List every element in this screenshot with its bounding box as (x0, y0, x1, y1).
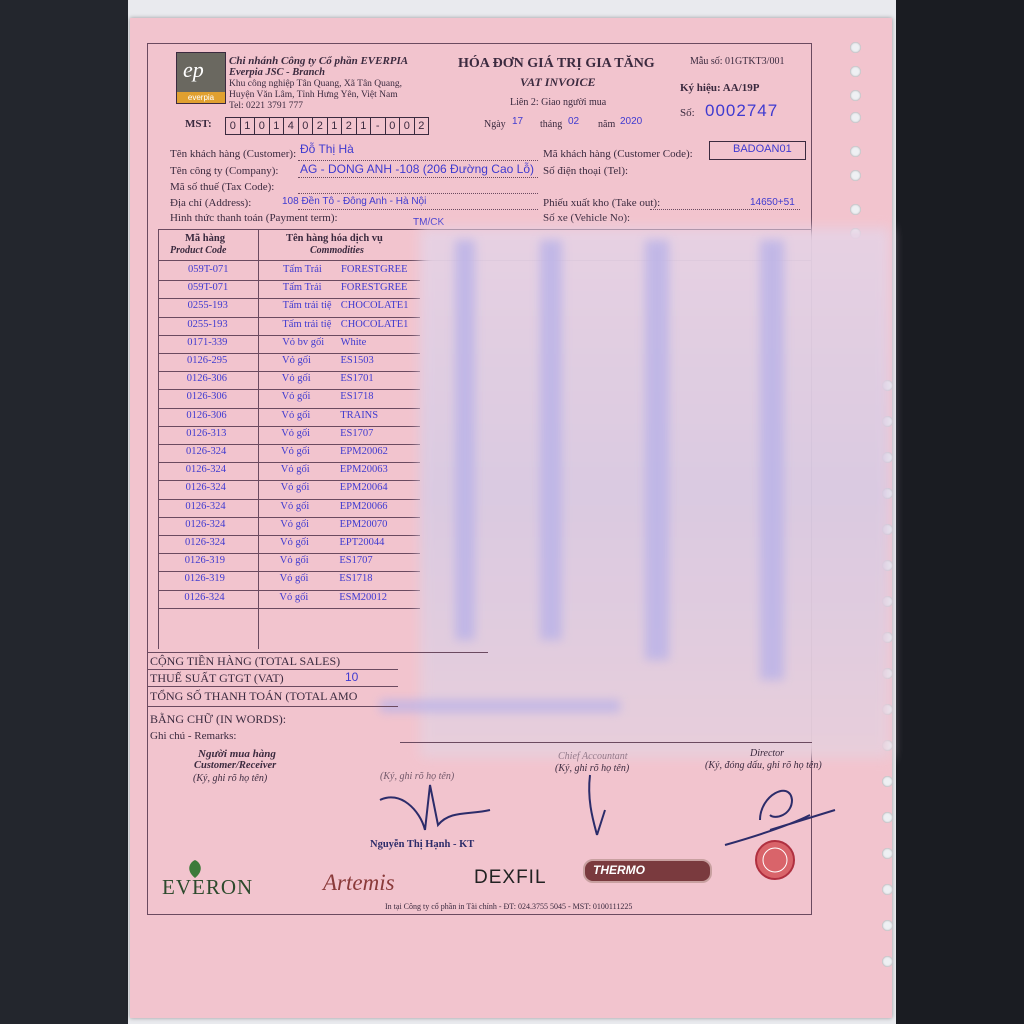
table-row-line (158, 444, 420, 445)
row-product-name: Vỏ gối (282, 355, 311, 366)
buyer-signature (370, 770, 500, 840)
row-product-name: Vỏ gối (279, 573, 309, 585)
everpia-logo (176, 52, 226, 104)
blurred-column (760, 240, 784, 680)
table-row-line (158, 553, 420, 554)
vat-label: THUẾ SUẤT GTGT (VAT) (150, 671, 284, 685)
row-product-code: 0126-324 (185, 464, 227, 476)
row-product-name: Vỏ gối (281, 409, 311, 421)
customer-company: AG - DONG ANH -108 (206 Đường Cao Lỗ) (300, 162, 534, 176)
row-product-code: 0126-324 (185, 537, 226, 548)
invoice-month: 02 (568, 116, 580, 127)
mst-digit: 1 (328, 118, 343, 134)
year-label: năm (598, 119, 616, 130)
table-row-line (158, 480, 420, 481)
customer-code: BADOAN01 (733, 143, 792, 155)
table-row-line (158, 517, 420, 518)
perforation-hole (882, 812, 893, 823)
row-product-code: 0126-306 (186, 391, 227, 403)
printer-footer: In tại Công ty cổ phần in Tài chính - ĐT: 024.3755 5045 - MST: 0100111225 (385, 902, 633, 911)
vat-rate: 10 (345, 670, 359, 684)
payment-term: TM/CK (413, 217, 445, 228)
row-product-variant: EPM20070 (339, 518, 388, 530)
row-product-name: Vỏ gối (279, 555, 309, 567)
row-product-name: Vỏ gối (281, 391, 311, 403)
in-words-label: BẰNG CHỮ (IN WORDS): (150, 712, 287, 726)
row-product-code: 0171-339 (187, 336, 228, 348)
perforation-hole (882, 884, 893, 895)
row-product-code: 0255-193 (187, 318, 228, 330)
perforation-hole (850, 42, 861, 53)
table-row-line (158, 499, 420, 500)
invoice-title-en: VAT INVOICE (520, 75, 596, 89)
company-stamp (753, 838, 797, 882)
table-row-line (158, 535, 420, 536)
perforation-hole (882, 848, 893, 859)
signer-name: Nguyễn Thị Hạnh - KT (370, 839, 475, 850)
accountant-signature (575, 770, 625, 840)
row-product-variant: EPM20064 (339, 482, 388, 494)
company-phone: Tel: 0221 3791 777 (229, 101, 304, 111)
row-product-variant: CHOCOLATE1 (340, 318, 409, 330)
table-row-line (158, 335, 420, 336)
row-product-variant: ES1707 (339, 555, 373, 567)
company-name: Chi nhánh Công ty Cổ phần EVERPIA (229, 55, 409, 67)
table-row-line (158, 426, 420, 427)
buyer-note: (Ký, ghi rõ họ tên) (193, 773, 268, 784)
row-product-code: 0126-324 (186, 446, 227, 457)
table-row-line (158, 608, 420, 609)
invoice-day: 17 (512, 116, 524, 127)
table-row-line (158, 408, 420, 409)
mst-digit: 2 (342, 118, 357, 134)
row-product-code: 0126-319 (184, 573, 225, 585)
perforation-hole (850, 204, 861, 215)
takeout-number: 14650+51 (750, 197, 795, 208)
customer-code-label: Mã khách hàng (Customer Code): (543, 148, 693, 160)
row-product-variant: FORESTGREE (340, 282, 408, 294)
background-right (896, 0, 1024, 1024)
invoice-symbol: Ký hiệu: AA/19P (680, 82, 760, 94)
row-product-name: Vỏ gối (280, 518, 310, 530)
month-label: tháng (540, 119, 563, 130)
row-product-variant: EPM20066 (339, 500, 388, 512)
row-product-variant: FORESTGREE (341, 264, 408, 275)
row-product-name: Tấm Trải (283, 264, 322, 275)
table-row-line (158, 317, 420, 318)
mst-digit: 1 (241, 118, 256, 134)
mst-digit: 0 (226, 118, 241, 134)
col-code-vn: Mã hàng (185, 233, 225, 244)
row-product-variant: ESM20012 (339, 591, 388, 603)
col-code-en: Product Code (170, 245, 227, 256)
invoice-title-vn: HÓA ĐƠN GIÁ TRỊ GIA TĂNG (458, 56, 655, 71)
form-number: Mẫu số: 01GTKT3/001 (690, 56, 785, 67)
company-address-1: Khu công nghiệp Tân Quang, Xã Tân Quang, (229, 79, 402, 89)
dotted-line (298, 177, 538, 178)
row-product-code: 0126-306 (186, 373, 228, 385)
buyer-label: Người mua hàng (198, 748, 276, 760)
address-label: Địa chỉ (Address): (170, 197, 252, 209)
table-row-line (158, 462, 420, 463)
row-product-name: Vỏ gối (281, 373, 311, 385)
row-product-name: Vỏ gối (280, 464, 310, 476)
mst-digit: 0 (400, 118, 415, 134)
table-left-border (158, 229, 159, 649)
dotted-line (298, 209, 538, 210)
row-product-name: Vỏ gối (280, 537, 309, 548)
row-product-variant: EPM20062 (340, 446, 388, 457)
background-left (0, 0, 128, 1024)
row-product-code: 0126-295 (187, 355, 228, 366)
table-row-line (158, 590, 420, 591)
row-product-variant: ES1718 (339, 573, 373, 585)
perforation-hole (882, 956, 893, 967)
invoice-year: 2020 (620, 116, 643, 127)
row-product-code: 0126-324 (185, 518, 226, 530)
perforation-hole (882, 920, 893, 931)
phone-label: Số điện thoại (Tel): (543, 165, 629, 177)
row-product-code: 0126-313 (186, 427, 227, 439)
row-product-code: 0126-324 (185, 500, 226, 512)
mst-digit: 0 (299, 118, 314, 134)
row-product-variant: ES1503 (340, 355, 374, 366)
table-row-line (158, 298, 420, 299)
table-row-line (158, 280, 420, 281)
totals-line (148, 652, 488, 653)
row-product-variant: ES1707 (340, 427, 374, 439)
perforation-hole (850, 66, 861, 77)
accountant-note: (Ký, ghi rõ họ tên) (555, 763, 630, 774)
row-product-variant: EPM20063 (339, 464, 388, 476)
row-product-variant: White (340, 336, 367, 348)
invoice-number: 0002747 (705, 101, 779, 120)
row-product-name: Vỏ gối (281, 446, 310, 457)
tax-code-label: Mã số thuế (Tax Code): (170, 181, 275, 193)
number-label: Số: (680, 107, 695, 119)
row-product-name: Tấm trải tiệ (282, 300, 332, 312)
dexfil-logo: DEXFIL (474, 867, 547, 888)
takeout-label: Phiếu xuất kho (Take out): (543, 197, 661, 209)
accountant-label: Chief Accountant (558, 751, 628, 762)
table-row-line (158, 371, 420, 372)
mst-digit: 1 (270, 118, 285, 134)
totals-line (148, 686, 398, 687)
mst-digit: 2 (313, 118, 328, 134)
row-product-code: 059T-071 (188, 264, 229, 275)
perforation-hole (850, 112, 861, 123)
row-product-code: 059T-071 (187, 282, 229, 294)
row-product-name: Vỏ gối (281, 427, 311, 439)
dotted-line (298, 160, 538, 161)
dotted-line (298, 193, 538, 194)
row-product-name: Vỏ gối (280, 500, 310, 512)
row-product-code: 0126-319 (184, 555, 226, 567)
row-product-name: Vỏ gối (280, 482, 310, 494)
mst-digit: 1 (357, 118, 372, 134)
row-product-name: Vỏ bv gối (282, 336, 325, 348)
thermo-logo (583, 859, 712, 883)
row-product-variant: EPT20044 (339, 537, 385, 548)
row-product-variant: CHOCOLATE1 (340, 300, 409, 312)
day-label: Ngày (484, 119, 506, 130)
customer-name: Đỗ Thị Hà (300, 142, 354, 156)
director-label: Director (750, 748, 785, 759)
blurred-column (645, 240, 669, 660)
mst-label: MST: (185, 118, 212, 130)
logo-text: ep (183, 57, 204, 82)
remarks-label: Ghi chú - Remarks: (150, 730, 237, 742)
row-product-name: Tấm trải tiệ (282, 318, 332, 330)
mst-digit: 0 (255, 118, 270, 134)
row-product-variant: TRAINS (340, 409, 379, 421)
row-product-code: 0255-193 (187, 300, 228, 312)
table-row-line (158, 571, 420, 572)
company-label: Tên công ty (Company): (170, 165, 279, 177)
perforation-hole (850, 146, 861, 157)
col-name-en: Commodities (310, 245, 364, 256)
perforation-hole (850, 90, 861, 101)
vehicle-label: Số xe (Vehicle No): (543, 212, 631, 224)
company-branch: Everpia JSC - Branch (229, 67, 325, 78)
perforation-hole (850, 170, 861, 181)
totals-line (148, 706, 398, 707)
customer-name-label: Tên khách hàng (Customer): (170, 148, 297, 160)
customer-address: 108 Đền Tô - Đông Anh - Hà Nội (282, 196, 427, 207)
mst-digit: 0 (386, 118, 401, 134)
logo-subtext: everpia (177, 92, 225, 103)
perforation-hole (882, 776, 893, 787)
payment-label: Hình thức thanh toán (Payment term): (170, 212, 338, 224)
col-name-vn: Tên hàng hóa dịch vụ (286, 233, 383, 244)
row-product-name: Vỏ gối (279, 591, 309, 603)
row-product-code: 0126-306 (186, 409, 227, 421)
row-product-code: 0126-324 (185, 482, 226, 494)
artemis-logo: Artemis (323, 870, 395, 895)
table-row-line (158, 389, 420, 390)
buyer-label-en: Customer/Receiver (194, 760, 277, 771)
total-payment-label: TỔNG SỐ THANH TOÁN (TOTAL AMO (150, 689, 358, 703)
company-address-2: Huyện Văn Lâm, Tỉnh Hưng Yên, Việt Nam (229, 90, 398, 100)
total-sales-label: CỘNG TIỀN HÀNG (TOTAL SALES) (150, 654, 341, 668)
director-note: (Ký, đóng dấu, ghi rõ họ tên) (705, 760, 822, 771)
table-column-divider (258, 229, 259, 649)
row-product-code: 0126-324 (184, 591, 225, 603)
blurred-words (380, 700, 620, 712)
dotted-line (650, 209, 800, 210)
mst-digit: 2 (418, 120, 425, 132)
signature-top-line (400, 742, 812, 743)
mst-boxes (225, 117, 429, 135)
row-product-variant: ES1718 (340, 391, 374, 403)
blurred-column (540, 240, 562, 640)
totals-line (148, 669, 398, 670)
thermo-text: THERMO (593, 863, 645, 877)
mid-signature-note: (Ký, ghi rõ họ tên) (380, 771, 455, 782)
mst-digit: - (371, 118, 386, 134)
mst-digit: 4 (284, 118, 299, 134)
invoice-copy: Liên 2: Giao người mua (510, 97, 607, 108)
row-product-variant: ES1701 (340, 373, 374, 385)
blurred-column (455, 240, 475, 640)
table-row-line (158, 353, 420, 354)
everon-text: EVERON (162, 875, 254, 899)
row-product-name: Tấm Trải (282, 282, 322, 294)
